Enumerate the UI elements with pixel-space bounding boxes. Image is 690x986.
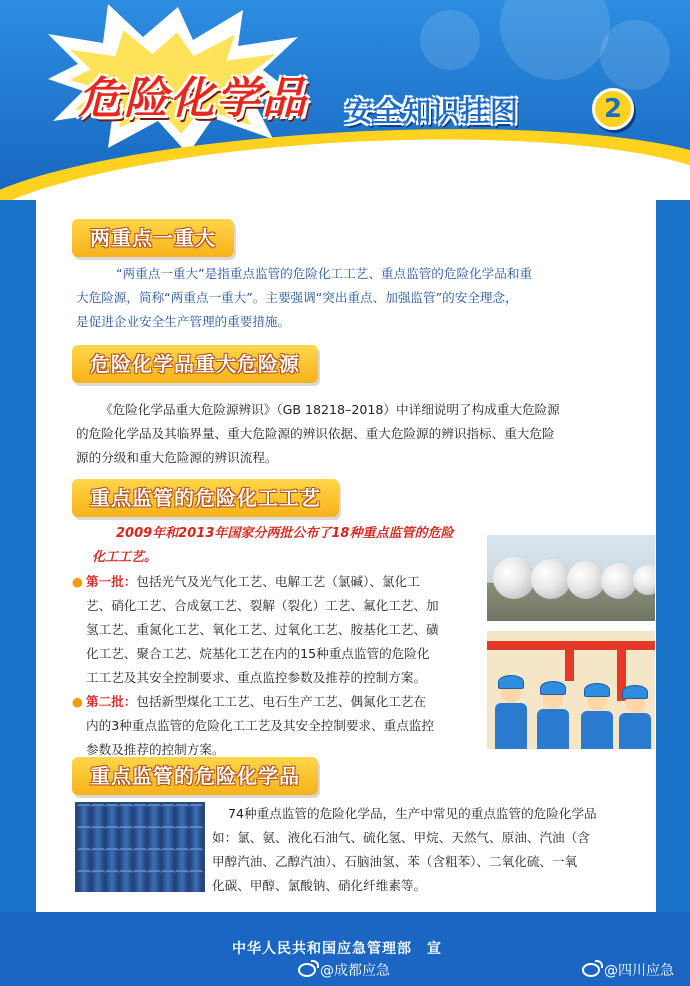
- text-line: 74种重点监管的危险化学品，生产中常见的重点监管的危险化学品: [228, 806, 597, 821]
- section-title-key-chemicals: 重点监管的危险化学品: [72, 757, 318, 795]
- barrel-shape: [77, 848, 91, 870]
- storage-tanks-photo: [487, 535, 655, 621]
- barrel-shape: [161, 826, 175, 848]
- text-line: 化工工艺。: [92, 550, 158, 565]
- header-banner: [0, 0, 690, 200]
- section-2-text: [76, 398, 646, 470]
- text-line: 工工艺及其安全控制要求、重点监控参数及推荐的控制方案。: [86, 670, 427, 685]
- weibo-icon: [582, 963, 600, 977]
- text-line: 如：氯、氨、液化石油气、硫化氢、甲烷、天然气、原油、汽油（含: [212, 830, 590, 845]
- text-line: 包括新型煤化工工艺、电石生产工艺、偶氮化工艺在: [136, 694, 427, 709]
- barrel-shape: [189, 826, 203, 848]
- tank-sphere: [531, 559, 571, 599]
- publisher-text: 中华人民共和国应急管理部 宣: [232, 941, 442, 957]
- section-4-text: [212, 802, 652, 898]
- watermark-right-text: @四川应急: [604, 963, 674, 979]
- watermark-right: [582, 960, 674, 980]
- text-line: “两重点一重大”是指重点监管的危险化工工艺、重点监管的危险化学品和重: [116, 266, 533, 281]
- text-line: 化碳、甲醇、氯酸钠、硝化纤维素等。: [212, 878, 427, 893]
- text-line: 大危险源，简称“两重点一重大”。主要强调“突出重点、加强监管”的安全理念，: [76, 290, 518, 305]
- barrel-shape: [77, 804, 91, 826]
- barrel-shape: [133, 826, 147, 848]
- barrel-shape: [119, 848, 133, 870]
- sub-title: 安全知识挂图: [345, 95, 520, 128]
- section-3-highlight: [92, 522, 492, 570]
- barrel-shape: [133, 804, 147, 826]
- bullet-icon: ●: [72, 574, 83, 589]
- barrel-shape: [161, 804, 175, 826]
- section-title-major-hazard-source: 危险化学品重大危险源: [72, 345, 318, 383]
- barrel-shape: [119, 826, 133, 848]
- watermark-left: [298, 960, 390, 980]
- tank-sphere: [493, 557, 535, 599]
- text-line: 源的分级和重大危险源的辨识流程。: [76, 450, 278, 465]
- barrel-shape: [119, 804, 133, 826]
- helmet-icon: [498, 675, 524, 689]
- text-line: 《危险化学品重大危险源辨识》（GB 18218–2018）中详细说明了构成重大危险源: [100, 402, 560, 417]
- chemical-barrels-photo: [75, 802, 205, 892]
- barrel-shape: [189, 804, 203, 826]
- tank-sphere: [601, 563, 637, 599]
- barrel-shape: [105, 826, 119, 848]
- barrel-shape: [91, 804, 105, 826]
- watermark-left-text: @成都应急: [320, 963, 390, 979]
- worker-body: [619, 713, 651, 749]
- barrel-shape: [77, 826, 91, 848]
- barrel-shape: [189, 848, 203, 870]
- barrel-shape: [105, 870, 119, 892]
- barrel-shape: [91, 848, 105, 870]
- text-line: 是促进企业安全生产管理的重要措施。: [76, 314, 291, 329]
- helmet-icon: [622, 685, 648, 699]
- section-title-key-chemical-processes: 重点监管的危险化工工艺: [72, 479, 339, 517]
- decor-flower: [420, 10, 480, 70]
- decor-flower: [600, 20, 670, 90]
- barrel-shape: [105, 848, 119, 870]
- text-line: 2009年和2013年国家分两批公布了18种重点监管的危险: [116, 526, 454, 541]
- text-line: 内的3种重点监管的危险化工工艺及其安全控制要求、重点监控: [86, 718, 435, 733]
- issue-number-badge: 2: [592, 88, 634, 130]
- worker-body: [495, 703, 527, 749]
- barrel-shape: [105, 804, 119, 826]
- section-1-text: [76, 262, 636, 334]
- main-title: 危险化学品: [78, 73, 308, 124]
- barrel-shape: [91, 870, 105, 892]
- text-line: 甲醇汽油、乙醇汽油）、石脑油氢、苯（含粗苯）、二氧化硫、一氧: [212, 854, 578, 869]
- text-line: 参数及推荐的控制方案。: [86, 742, 225, 757]
- tank-sphere: [633, 565, 655, 595]
- barrel-shape: [175, 848, 189, 870]
- text-line: 化工艺、聚合工艺、烷基化工艺在内的15种重点监管的危险化: [86, 646, 430, 661]
- text-line: 氢工艺、重氮化工艺、氧化工艺、过氧化工艺、胺基化工艺、磺: [86, 622, 439, 637]
- batch-1-line: [72, 570, 484, 594]
- barrel-shape: [161, 848, 175, 870]
- barrel-shape: [189, 870, 203, 892]
- text-line: 的危险化学品及其临界量、重大危险源的辨识依据、重大危险源的辨识指标、重大危险: [76, 426, 555, 441]
- tank-sphere: [567, 561, 605, 599]
- barrel-shape: [77, 870, 91, 892]
- decor-flower: [500, 0, 610, 80]
- barrel-shape: [133, 848, 147, 870]
- section-3-batches: [72, 570, 484, 762]
- batch-1-label: 第一批：: [86, 574, 137, 589]
- barrel-shape: [175, 804, 189, 826]
- text-line: 艺、硝化工艺、合成氨工艺、裂解（裂化）工艺、氟化工艺、加: [86, 598, 439, 613]
- batch-2-line: [72, 690, 484, 714]
- barrel-shape: [175, 826, 189, 848]
- worker-body: [537, 709, 569, 749]
- barrel-shape: [161, 870, 175, 892]
- worker-body: [581, 711, 613, 749]
- barrel-shape: [133, 870, 147, 892]
- workers-cartoon: [487, 631, 655, 749]
- text-line: 包括光气及光气化工艺、电解工艺（氯碱）、氯化工: [136, 574, 420, 589]
- section-title-two-key-one-major: 两重点一重大: [72, 219, 234, 257]
- barrel-shape: [91, 826, 105, 848]
- barrel-shape: [147, 848, 161, 870]
- barrel-shape: [147, 804, 161, 826]
- barrel-shape: [119, 870, 133, 892]
- bullet-icon: ●: [72, 694, 83, 709]
- barrel-shape: [147, 870, 161, 892]
- barrel-shape: [175, 870, 189, 892]
- batch-2-label: 第二批：: [86, 694, 137, 709]
- helmet-icon: [584, 683, 610, 697]
- helmet-icon: [540, 681, 566, 695]
- weibo-icon: [298, 963, 316, 977]
- barrel-shape: [147, 826, 161, 848]
- red-pipe: [565, 641, 574, 681]
